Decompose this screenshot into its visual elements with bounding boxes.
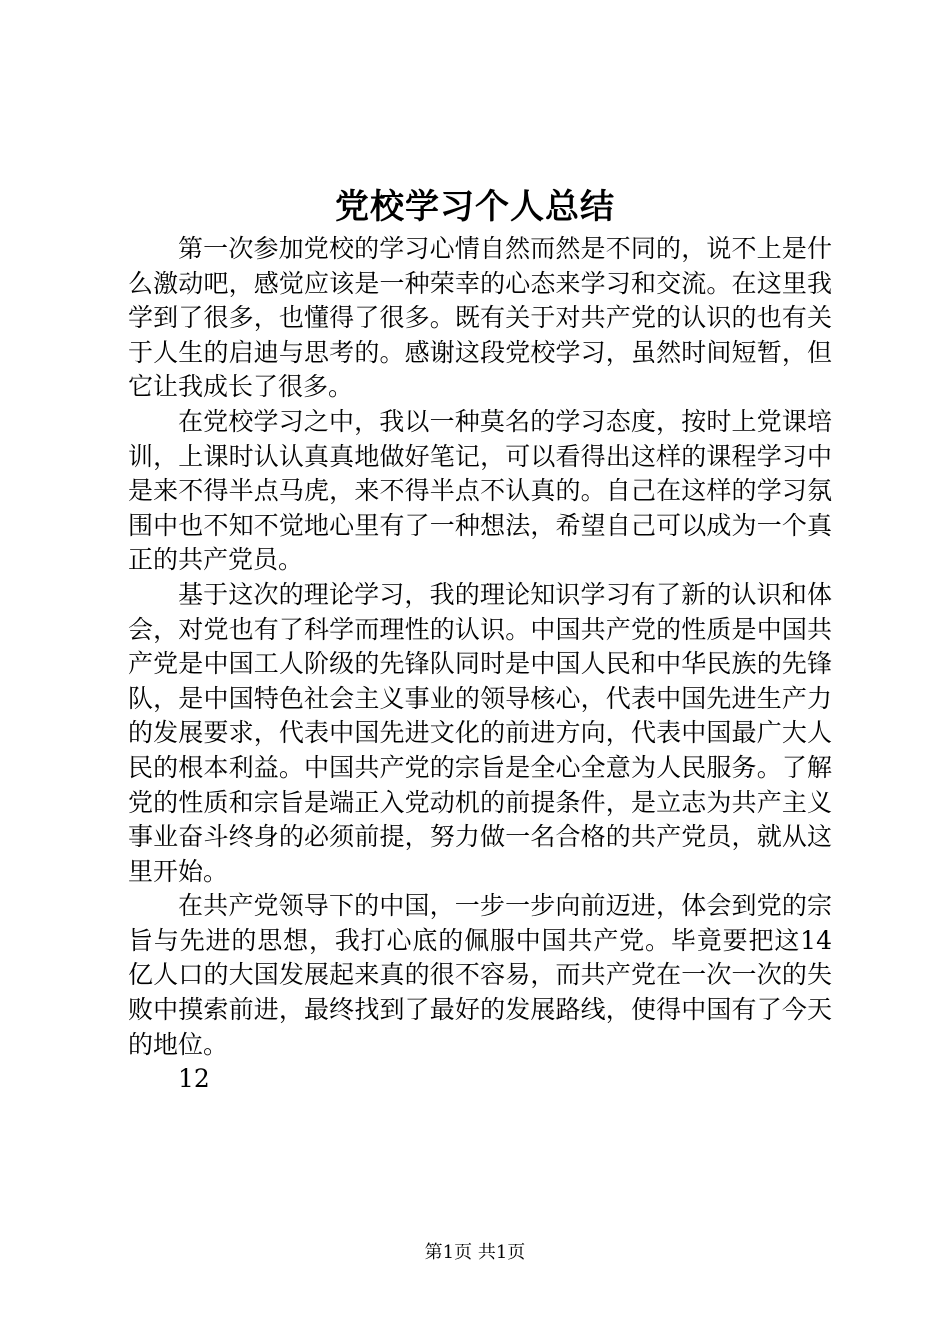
paragraph-5: 12: [178, 1064, 210, 1094]
paragraph-2: 在党校学习之中，我以一种莫名的学习态度，按时上党课培训，上课时认认真真地做好笔记，可以看得出这样的课程学习中是来不得半点马虎，来不得半点不认真的。自己在这样的学习氛围中也不知不觉地心里有了一种想法，希望自己可以成为一个真正的共产党员。: [128, 406, 832, 575]
document-title: 党校学习个人总结: [335, 187, 615, 227]
page-footer: 第1页 共1页: [424, 1242, 526, 1263]
paragraph-3: 基于这次的理论学习，我的理论知识学习有了新的认识和体会，对党也有了科学而理性的认识。中国共产党的性质是中国共产党是中国工人阶级的先锋队同时是中国人民和中华民族的先锋队，是中国特色社会主义事业的领导核心，代表中国先进生产力的发展要求，代表中国先进文化的前进方向，代表中国最广大人民的根本利益。中国共产党的宗旨是全心全意为人民服务。了解党的性质和宗旨是端正入党动机的前提条件，是立志为共产主义事业奋斗终身的必须前提，努力做一名合格的共产党员，就从这里开始。: [128, 579, 832, 886]
paragraph-1: 第一次参加党校的学习心情自然而然是不同的，说不上是什么激动吧，感觉应该是一种荣幸的心态来学习和交流。在这里我学到了很多，也懂得了很多。既有关于对共产党的认识的也有关于人生的启迪与思考的。感谢这段党校学习，虽然时间短暂，但它让我成长了很多。: [128, 234, 832, 402]
paragraph-4: 在共产党领导下的中国，一步一步向前迈进，体会到党的宗旨与先进的思想，我打心底的佩服中国共产党。毕竟要把这14亿人口的大国发展起来真的很不容易，而共产党在一次一次的失败中摸索前进，最终找到了最好的发展路线，使得中国有了今天的地位。: [128, 891, 832, 1059]
document-body: [128, 232, 832, 1097]
